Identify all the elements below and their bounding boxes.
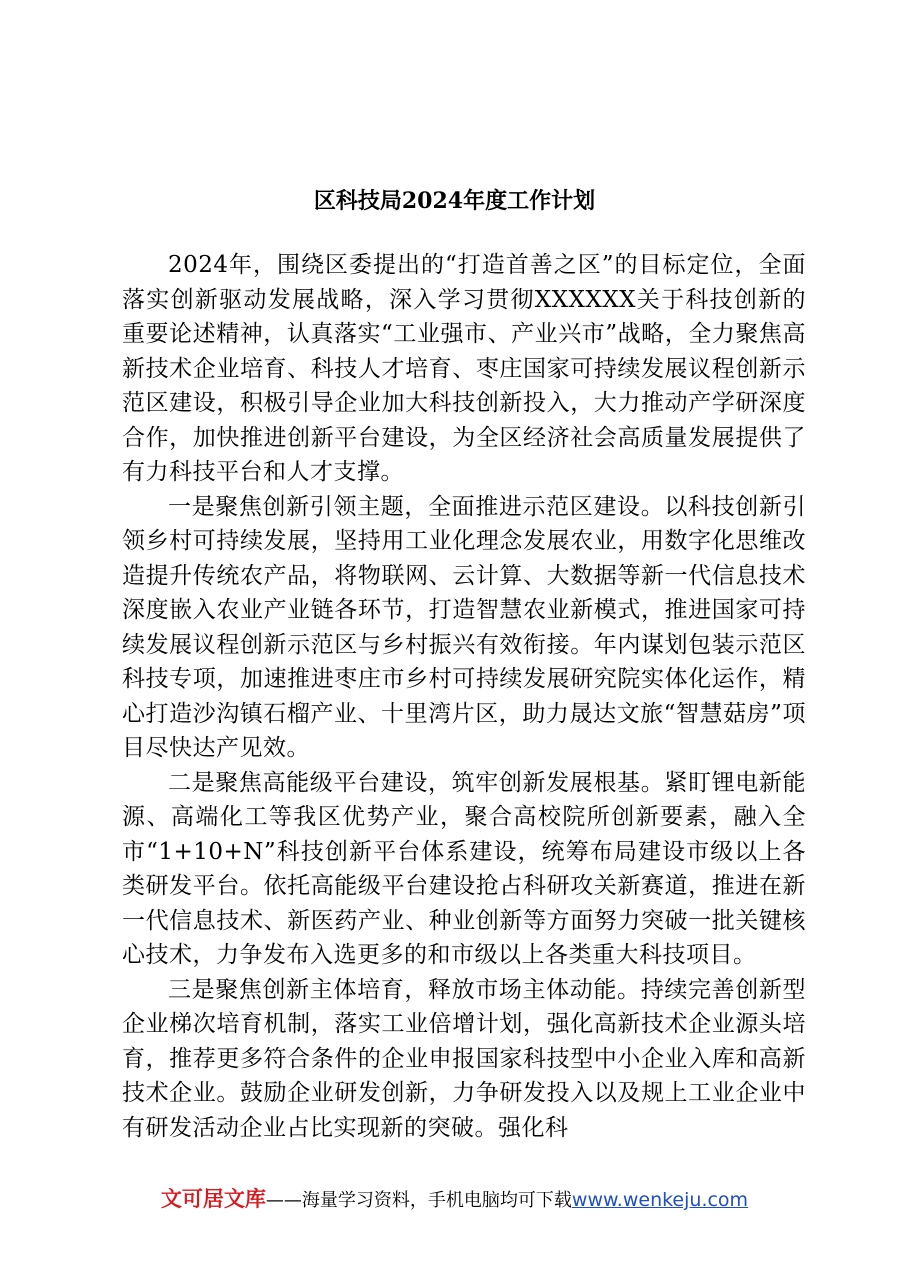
document-body [122,248,806,1145]
paragraph-section-2: 二是聚焦高能级平台建设，筑牢创新发展根基。紧盯锂电新能源、高端化工等我区优势产业，聚合高校院所创新要素，融入全市“1+10+N”科技创新平台体系建设，统筹布局建设市级以上各类研发平台。依托高能级平台建设抢占科研攻关新赛道，推进在新一代信息技术、新医药产业、种业创新等方面努力突破一批关键核心技术，力争发布入选更多的和市级以上各类重大科技项目。 [122,769,806,968]
document-title: 区科技局2024年度工作计划 [313,188,596,214]
paragraph-intro: 2024年，围绕区委提出的“打造首善之区”的目标定位，全面落实创新驱动发展战略，深入学习贯彻XXXXXX关于科技创新的重要论述精神，认真落实“工业强市、产业兴市”战略，全力聚焦高新技术企业培育、科技人才培育、枣庄国家可持续发展议程创新示范区建设，积极引导企业加大科技创新投入，大力推动产学研深度合作，加快推进创新平台建设，为全区经济社会高质量发展提供了有力科技平台和人才支撑。 [122,252,806,485]
footer-brand: 文可居文库 [160,1187,266,1211]
footer-banner [0,1183,909,1213]
paragraph-section-1: 一是聚焦创新引领主题，全面推进示范区建设。以科技创新引领乡村可持续发展，坚持用工业化理念发展农业，用数字化思维改造提升传统农产品，将物联网、云计算、大数据等新一代信息技术深度嵌入农业产业链各环节，打造智慧农业新模式，推进国家可持续发展议程创新示范区与乡村振兴有效衔接。年内谋划包装示范区科技专项，加速推进枣庄市乡村可持续发展研究院实体化运作，精心打造沙沟镇石榴产业、十里湾片区，助力晟达文旅“智慧菇房”项目尽快达产见效。 [122,493,806,761]
paragraph-section-3: 三是聚焦创新主体培育，释放市场主体动能。持续完善创新型企业梯次培育机制，落实工业倍增计划，强化高新技术企业源头培育，推荐更多符合条件的企业申报国家科技型中小企业入库和高新技术企业。鼓励企业研发创新，力争研发投入以及规上工业企业中有研发活动企业占比实现新的突破。强化科 [122,976,806,1141]
footer-tagline: ——海量学习资料，手机电脑均可下载 [265,1190,572,1211]
footer-website-link[interactable]: www.wenkeju.com [571,1189,749,1211]
